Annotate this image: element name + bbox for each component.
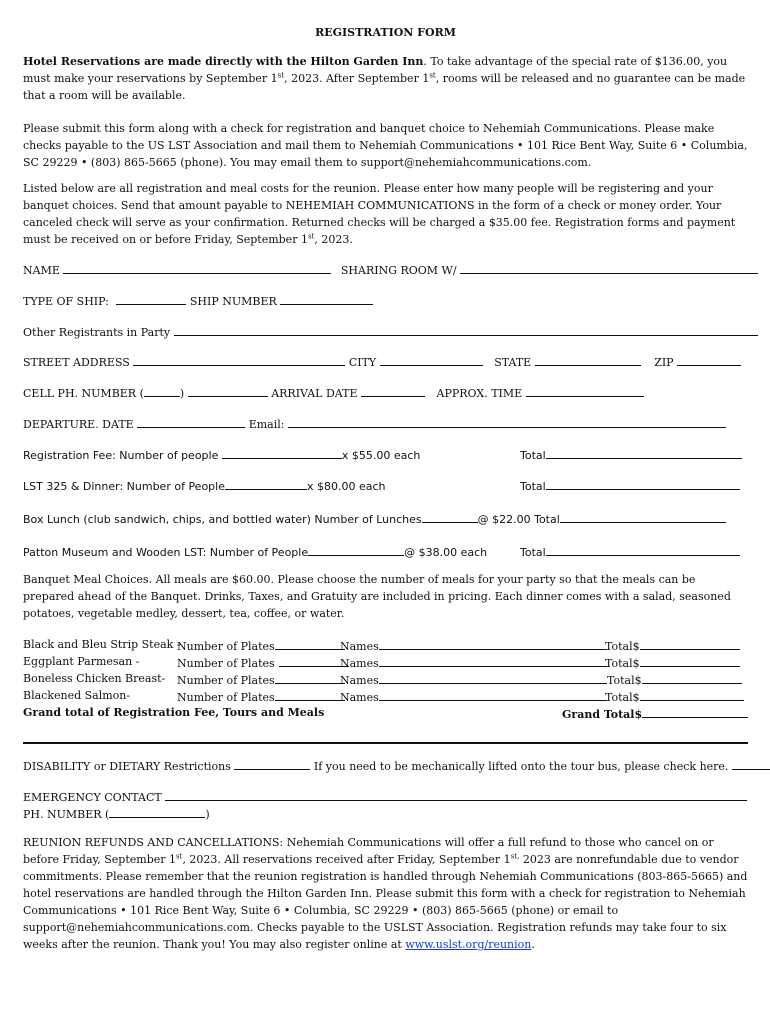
address-row (23, 352, 748, 369)
grand-total-row (23, 704, 748, 721)
street-field[interactable] (133, 352, 345, 366)
other-registrants-label: Other Registrants in Party (23, 326, 171, 339)
city-label: CITY (348, 356, 377, 369)
departure-label: DEPARTURE. DATE (23, 418, 134, 431)
box-lunch-row (23, 509, 748, 526)
emergency-label: EMERGENCY CONTACT (23, 791, 162, 804)
ship-type-label: TYPE OF SHIP: (23, 295, 109, 308)
salmon-plates-field[interactable] (275, 687, 345, 701)
submit-paragraph: Please submit this form along with a check for registration and banquet choice to Nehemiah Communications. Please make checks payable to the US LST Association and mail them to Nehemiah Communications • 101 Rice Bent Way, Suite 6 • Columbia, SC 29229 • (803) 865-5665 (phone). You may email them to support@nehemiahcommunications.com. (23, 122, 748, 169)
zip-label: ZIP (654, 356, 674, 369)
registration-price: x $55.00 each (341, 449, 421, 462)
approx-time-field[interactable] (526, 383, 644, 397)
lst-dinner-price: x $80.00 each (307, 480, 386, 493)
street-label: STREET ADDRESS (23, 356, 130, 369)
sharing-label: SHARING ROOM W/ (340, 264, 457, 277)
patton-total: Total (520, 542, 740, 561)
email-label: Email: (248, 418, 285, 431)
eggplant-total-field[interactable] (640, 653, 740, 667)
registration-form (23, 24, 748, 953)
lst-dinner-row (23, 476, 748, 493)
arrival-label: ARRIVAL DATE (271, 387, 358, 400)
other-registrants-row (23, 322, 748, 339)
lst-dinner-label: LST 325 & Dinner: Number of People (23, 480, 225, 493)
salmon-names-field[interactable] (379, 687, 607, 701)
state-field[interactable] (535, 352, 641, 366)
grand-total-label: Grand total of Registration Fee, Tours and Meals (23, 706, 325, 719)
registration-total: Total (520, 445, 742, 464)
arrival-field[interactable] (361, 383, 425, 397)
disability-row (23, 756, 748, 773)
meal-row: Black and Bleu Strip Steak - Number of Plates Names Total$ (23, 636, 748, 653)
grand-total-text: Grand Total$ (562, 708, 643, 721)
lift-label: If you need to be mechanically lifted onto the tour bus, please check here. (313, 760, 729, 773)
lift-checkbox-field[interactable] (732, 756, 770, 770)
lst-dinner-total-field[interactable] (546, 476, 740, 490)
name-field[interactable] (63, 260, 331, 274)
registration-fee-row (23, 445, 748, 462)
cell-number-field[interactable] (188, 383, 268, 397)
patton-price: @ $38.00 each (404, 546, 488, 559)
register-online-link[interactable]: www.uslst.org/reunion (405, 938, 532, 951)
banquet-paragraph: Banquet Meal Choices. All meals are $60.00. Please choose the number of meals for your party so that the meals can be prepared ahead of the Banquet. Drinks, Taxes, and Gratuity are included in pricing. Each dinner comes with a salad, seasoned potatoes, vegetable medley, dessert, tea, coffee, or water. (23, 573, 731, 620)
patton-count-field[interactable] (308, 542, 404, 556)
box-lunch-count-field[interactable] (422, 509, 478, 523)
departure-row (23, 414, 748, 431)
box-lunch-total-field[interactable] (560, 509, 726, 523)
emergency-row (23, 787, 748, 804)
steak-names-field[interactable] (379, 636, 607, 650)
departure-field[interactable] (137, 414, 245, 428)
cell-row: CELL PH. NUMBER ( ) ARRIVAL DATE APPROX. TIME (23, 383, 748, 400)
city-field[interactable] (380, 352, 483, 366)
meal-row: Boneless Chicken Breast- Number of Plates Names Total$ (23, 670, 748, 687)
registration-fee-label: Registration Fee: Number of people (23, 449, 219, 462)
registration-count-field[interactable] (222, 445, 342, 459)
name-row (23, 260, 748, 277)
zip-field[interactable] (677, 352, 741, 366)
costs-paragraph: Listed below are all registration and meal costs for the reunion. Please enter how many people will be registering and your banquet choices. Send that amount payable to NEHEMIAH COMMUNICATIONS in the form of a check or money order. Your canceled check will serve as your confirmation. Returned checks will be charged a $35.00 fee. Registration forms and payment must be received on or before Friday, September 1st, 2023. (23, 182, 736, 246)
meal-row: Blackened Salmon- Number of Plates Names Total$ (23, 687, 748, 704)
ph-number-label: PH. NUMBER ( (23, 808, 110, 821)
hotel-lead: Hotel Reservations are made directly with the Hilton Garden Inn (23, 55, 424, 68)
name-label: NAME (23, 264, 60, 277)
meal-row: Eggplant Parmesan - Number of Plates Names Total$ (23, 653, 748, 670)
patton-row (23, 542, 748, 559)
other-registrants-field[interactable] (174, 322, 758, 336)
ph-number-field[interactable] (109, 804, 205, 818)
ship-number-label: SHIP NUMBER (189, 295, 277, 308)
disability-label: DISABILITY or DIETARY Restrictions (23, 760, 231, 773)
emergency-field[interactable] (165, 787, 747, 801)
lst-dinner-count-field[interactable] (225, 476, 307, 490)
eggplant-plates-field[interactable] (279, 653, 349, 667)
disability-field[interactable] (234, 756, 310, 770)
ship-type-field[interactable] (116, 291, 186, 305)
meal-choices (23, 636, 748, 721)
grand-total-field[interactable] (642, 704, 748, 718)
email-field[interactable] (288, 414, 726, 428)
patton-total-field[interactable] (546, 542, 740, 556)
steak-plates-field[interactable] (275, 636, 345, 650)
hotel-paragraph: Hotel Reservations are made directly with the Hilton Garden Inn. To take advantage of the special rate of $136.00, you must make your reservations by September 1st, 2023. After September 1st, rooms will be released and no guarantee can be made that a room will be available. (23, 55, 746, 102)
ph-number-row: PH. NUMBER ( ) (23, 804, 748, 821)
chicken-total-field[interactable] (642, 670, 742, 684)
cell-label: CELL PH. NUMBER ( (23, 387, 144, 400)
approx-time-label: APPROX. TIME (436, 387, 523, 400)
eggplant-names-field[interactable] (379, 653, 607, 667)
cell-area-code-field[interactable] (144, 383, 180, 397)
state-label: STATE (494, 356, 532, 369)
ship-row (23, 291, 748, 308)
registration-total-field[interactable] (546, 445, 742, 459)
chicken-names-field[interactable] (379, 670, 607, 684)
steak-total-field[interactable] (640, 636, 740, 650)
chicken-plates-field[interactable] (275, 670, 345, 684)
ship-number-field[interactable] (280, 291, 373, 305)
box-lunch-label: Box Lunch (club sandwich, chips, and bottled water) Number of Lunches (23, 513, 422, 526)
refund-paragraph: REUNION REFUNDS AND CANCELLATIONS: Nehemiah Communications will offer a full refund to those who cancel on or before Friday, September 1st, 2023. All reservations received after Friday, September $1^{st,}$ 2023 are nonrefundable due to vendor commitments. Please remember that the reunion registration is handled through Nehemiah Communications (803-865-5665) and hotel reservations are handled through the Hilton Garden Inn. Please submit this form with a check for registration to Nehemiah Communications • 101 Rice Bent Way, Suite 6 • Columbia, SC 29229 • (803) 865-5665 (phone) or email to support@nehemiahcommunications.com. Checks payable to the USLST Association. Registration refunds may take four to six weeks after the reunion. Thank you! You may also register online at www.uslst.org/reunion. (23, 836, 748, 951)
lst-dinner-total: Total (520, 476, 740, 495)
sharing-field[interactable] (460, 260, 758, 274)
box-lunch-price: @ $22.00 Total (477, 513, 560, 526)
patton-label: Patton Museum and Wooden LST: Number of People (23, 546, 309, 559)
page-title: REGISTRATION FORM (315, 26, 456, 39)
salmon-total-field[interactable] (640, 687, 744, 701)
